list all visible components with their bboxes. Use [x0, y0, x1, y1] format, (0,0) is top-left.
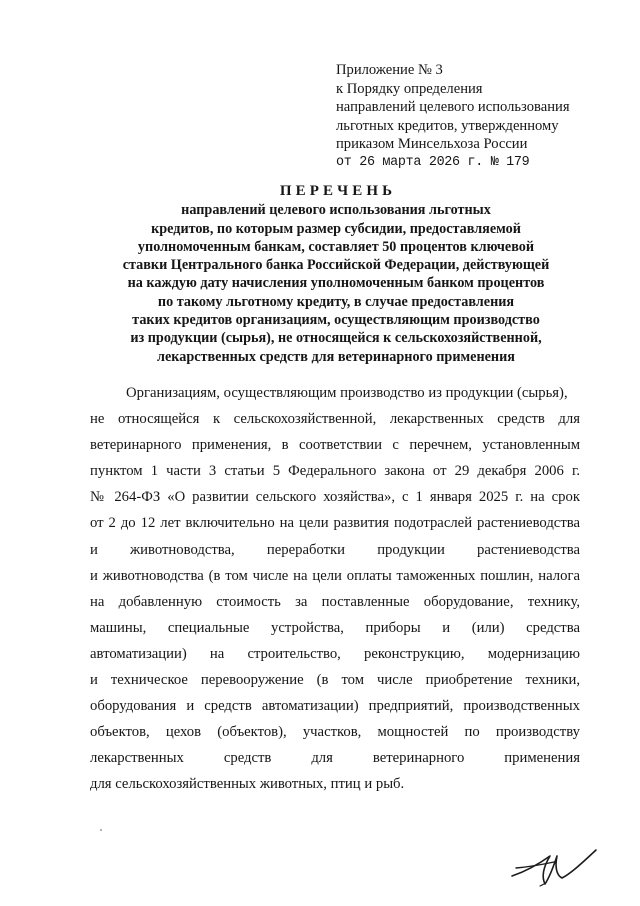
title-line: кредитов, по которым размер субсидии, предоставляемой — [151, 220, 521, 237]
annex-line: к Порядку определения — [336, 80, 483, 97]
title-line: ставки Центрального банка Российской Федерации, действующей — [122, 257, 550, 274]
body-line: пунктом 1 части 3 статьи 5 Федерального закона от 29 декабря 2006 г. — [90, 463, 580, 480]
body-line: и животноводства, переработки продукции растениеводства — [90, 541, 580, 558]
body-line: Организациям, осуществляющим производство из продукции (сырья), — [126, 385, 568, 401]
title-line: из продукции (сырья), не относящейся к сельскохозяйственной, — [130, 330, 542, 347]
body-line: и техническое перевооружение (в том числе приобретение техники, — [90, 672, 580, 689]
body-paragraph — [90, 380, 580, 798]
body-line: машины, специальные устройства, приборы и (или) средства — [90, 619, 580, 636]
title-line: лекарственных средств для ветеринарного применения — [157, 348, 515, 365]
annex-reference-block — [336, 61, 636, 173]
body-line: не относящейся к сельскохозяйственной, лекарственных средств для — [90, 411, 580, 428]
title-line: направлений целевого использования льготных — [181, 202, 491, 219]
body-line: ветеринарного применения, в соответствии с перечнем, установленным — [90, 437, 580, 454]
annex-line: приказом Минсельхоза России — [336, 136, 528, 153]
title-heading: ПЕРЕЧЕНЬ — [279, 183, 397, 199]
annex-line: направлений целевого использования — [336, 99, 570, 116]
title-line: таких кредитов организациям, осуществляющим производство — [132, 312, 540, 329]
title-line: по такому льготному кредиту, в случае предоставления — [157, 293, 515, 310]
body-line: на добавленную стоимость за поставленные оборудование, технику, — [90, 593, 580, 610]
body-line: № 264-ФЗ «О развитии сельского хозяйства», с 1 января 2025 г. на срок — [90, 489, 580, 506]
title-line: на каждую дату начисления уполномоченным банком процентов — [127, 275, 545, 292]
annex-order-date-line: от 26 марта 2026 г. № 179 — [336, 154, 530, 170]
handwritten-signature — [508, 832, 600, 888]
body-line: автоматизации) на строительство, реконструкцию, модернизацию — [90, 645, 580, 662]
scan-speck — [100, 829, 102, 831]
body-line: лекарственных средств для ветеринарного применения — [90, 750, 580, 767]
body-line: оборудования и средств автоматизации) предприятий, производственных — [90, 698, 580, 715]
body-line: от 2 до 12 лет включительно на цели развития подотраслей растениеводства — [90, 515, 580, 532]
title-line: уполномоченным банкам, составляет 50 процентов ключевой — [137, 238, 535, 255]
body-line: для сельскохозяйственных животных, птиц и рыб. — [90, 776, 405, 793]
annex-line: Приложение № 3 — [336, 62, 443, 78]
body-line: и животноводства (в том числе на цели оплаты таможенных пошлин, налога — [90, 567, 580, 584]
document-title — [96, 182, 576, 366]
body-line: объектов, цехов (объектов), участков, мощностей по производству — [90, 724, 580, 741]
annex-line: льготных кредитов, утвержденному — [336, 117, 559, 134]
